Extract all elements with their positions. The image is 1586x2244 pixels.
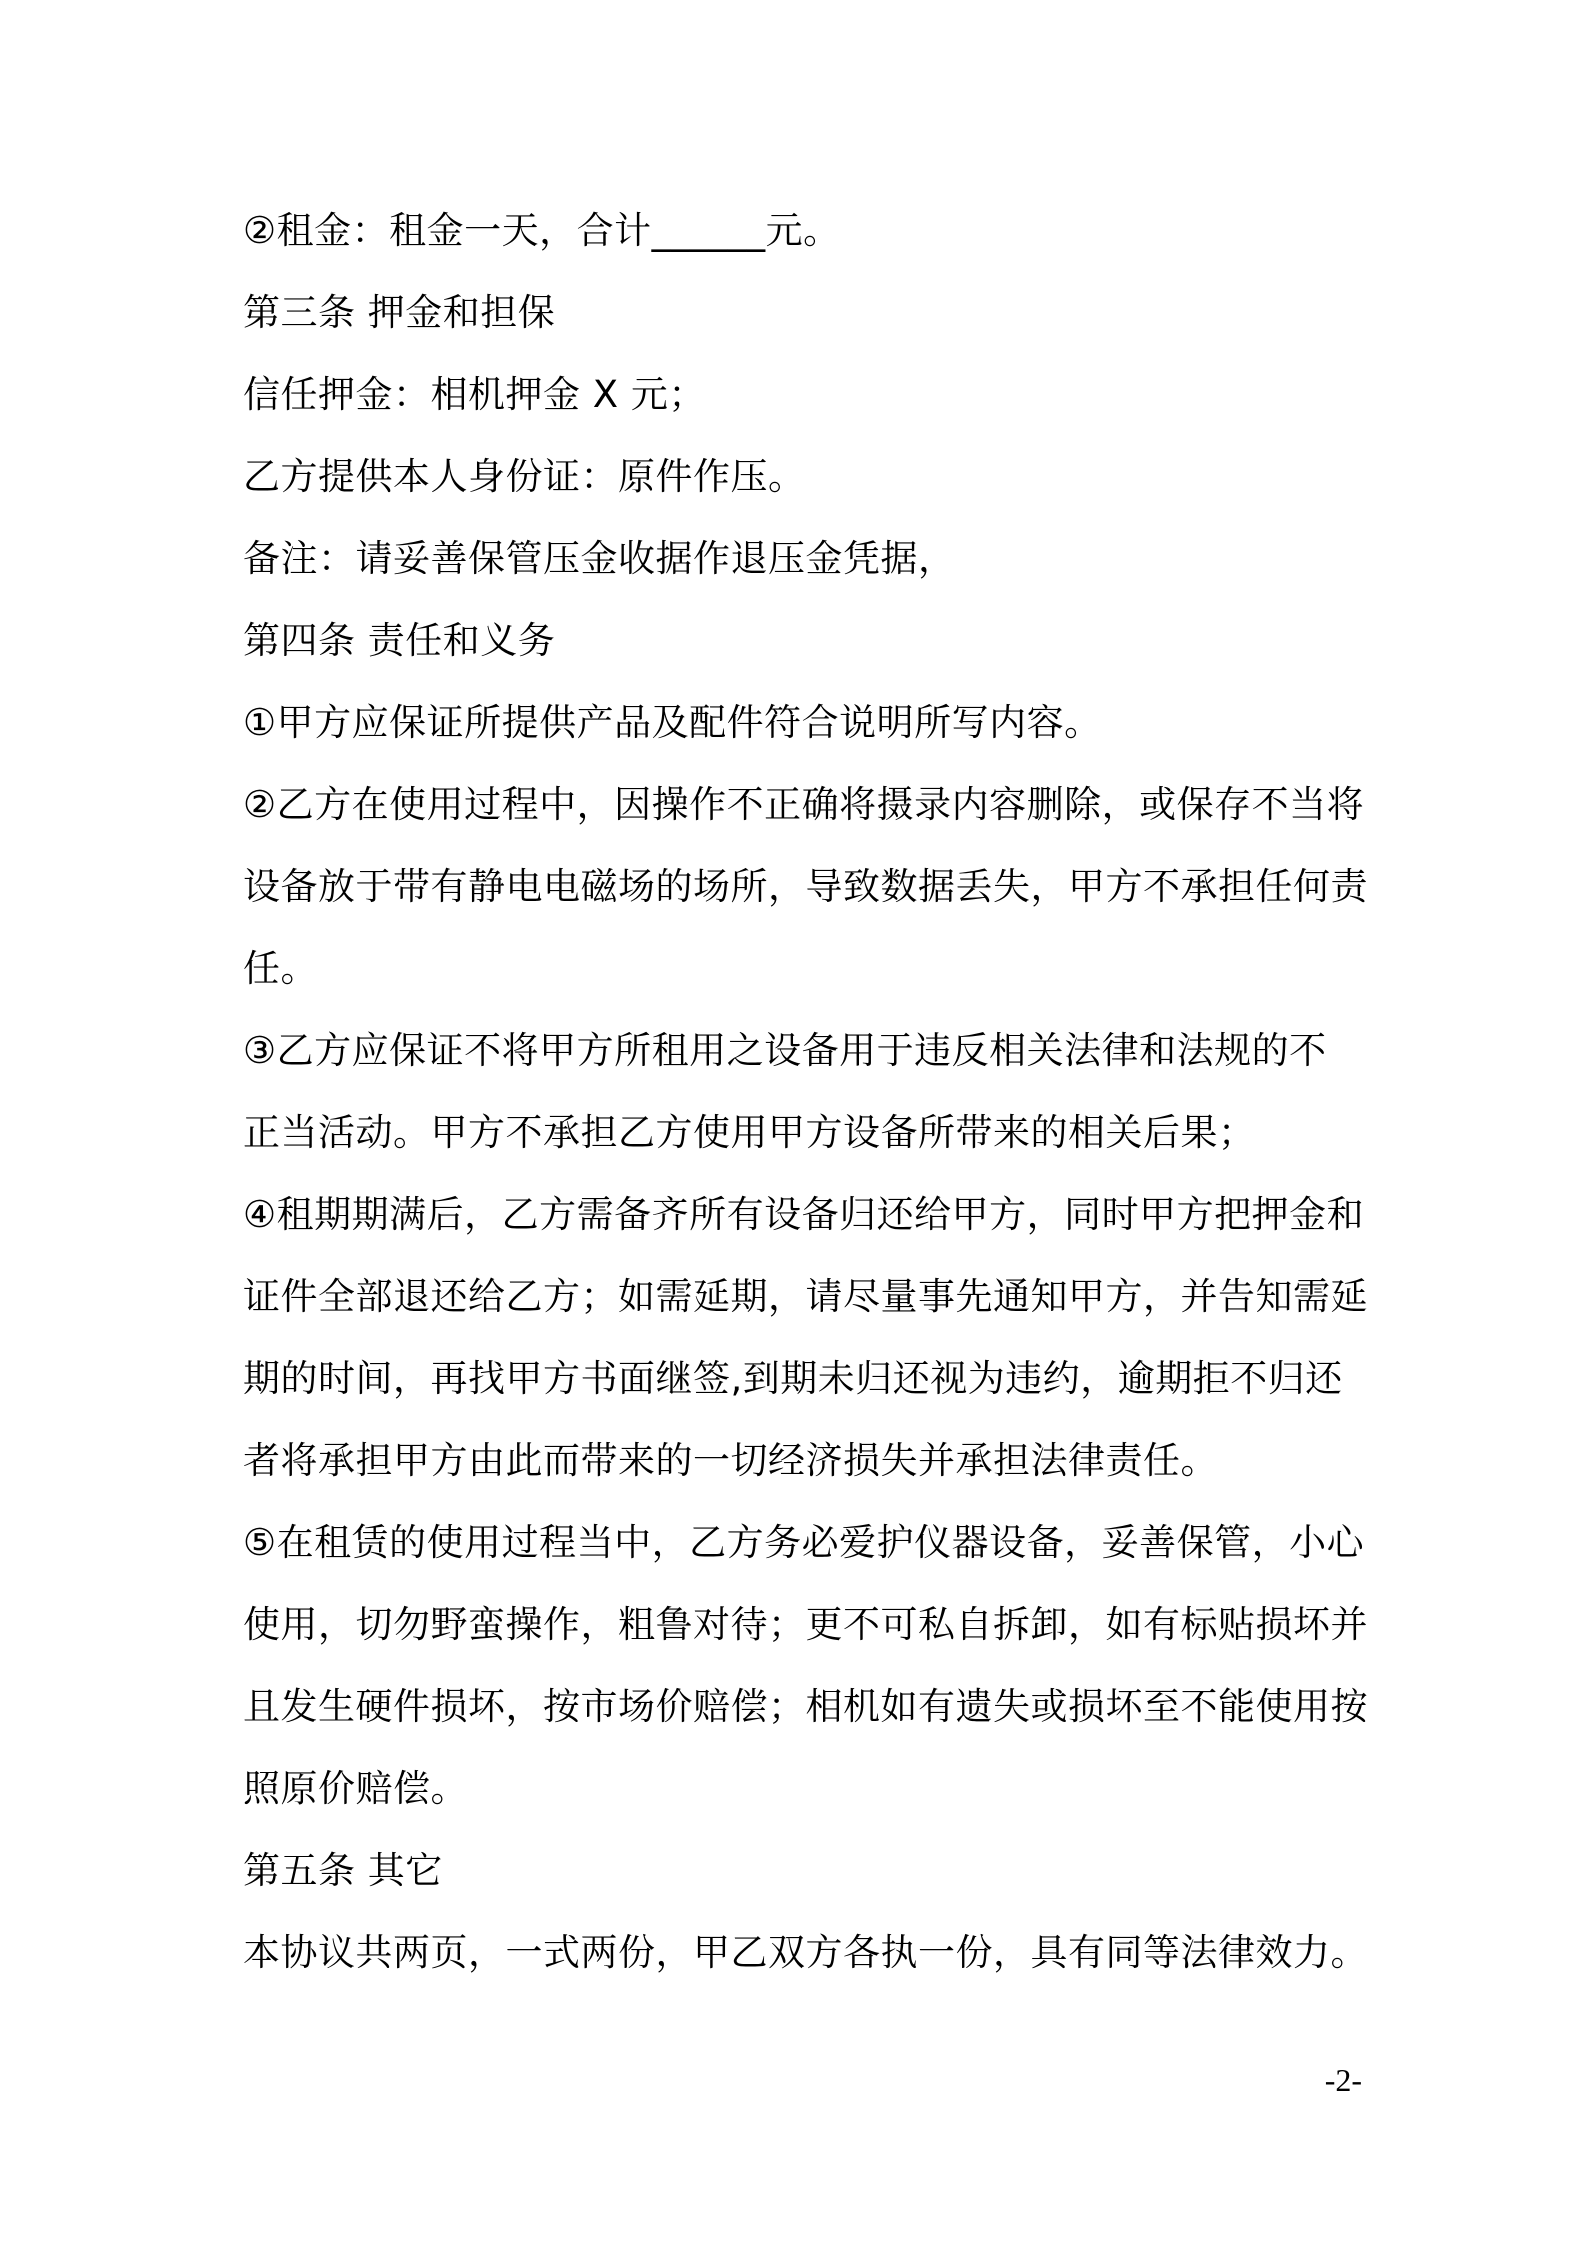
clause-4-line-1: ④租期期满后，乙方需备齐所有设备归还给甲方，同时甲方把押金和 [243, 1193, 1365, 1236]
clause-4-line-2: 证件全部退还给乙方；如需延期，请尽量事先通知甲方，并告知需延 [243, 1275, 1368, 1318]
clause-5-line-2: 使用，切勿野蛮操作，粗鲁对待；更不可私自拆卸，如有标贴损坏并 [243, 1603, 1368, 1646]
article-3-heading: 第三条 押金和担保 [243, 291, 556, 334]
id-card-line: 乙方提供本人身份证：原件作压。 [243, 455, 806, 498]
clause-2-line-1: ②乙方在使用过程中，因操作不正确将摄录内容删除，或保存不当将 [243, 783, 1365, 826]
rent-clause: ②租金：租金一天，合计______元。 [243, 209, 841, 252]
clause-1-line-1: ①甲方应保证所提供产品及配件符合说明所写内容。 [243, 701, 1102, 744]
clause-5-line-3: 且发生硬件损坏，按市场价赔偿；相机如有遗失或损坏至不能使用按 [243, 1685, 1368, 1728]
document-body [243, 190, 1368, 1994]
clause-2-line-3: 任。 [243, 947, 318, 990]
clause-4-line-4: 者将承担甲方由此而带来的一切经济损失并承担法律责任。 [243, 1439, 1218, 1482]
clause-3-line-2: 正当活动。甲方不承担乙方使用甲方设备所带来的相关后果； [243, 1111, 1256, 1154]
article-4-heading: 第四条 责任和义务 [243, 619, 556, 662]
agreement-line: 本协议共两页，一式两份，甲乙双方各执一份，具有同等法律效力。 [243, 1931, 1368, 1974]
clause-5-line-1: ⑤在租赁的使用过程当中，乙方务必爱护仪器设备，妥善保管，小心 [243, 1521, 1365, 1564]
page-number: -2- [1324, 2062, 1362, 2098]
clause-2-line-2: 设备放于带有静电电磁场的场所，导致数据丢失，甲方不承担任何责 [243, 865, 1368, 908]
note-line: 备注：请妥善保管压金收据作退压金凭据， [243, 537, 956, 580]
clause-5-line-4: 照原价赔偿。 [243, 1767, 468, 1810]
article-5-heading: 第五条 其它 [243, 1849, 443, 1892]
clause-4-line-3: 期的时间，再找甲方书面继签,到期未归还视为违约，逾期拒不归还 [243, 1357, 1343, 1400]
clause-3-line-1: ③乙方应保证不将甲方所租用之设备用于违反相关法律和法规的不 [243, 1029, 1327, 1072]
deposit-line: 信任押金：相机押金 X 元； [243, 373, 706, 416]
